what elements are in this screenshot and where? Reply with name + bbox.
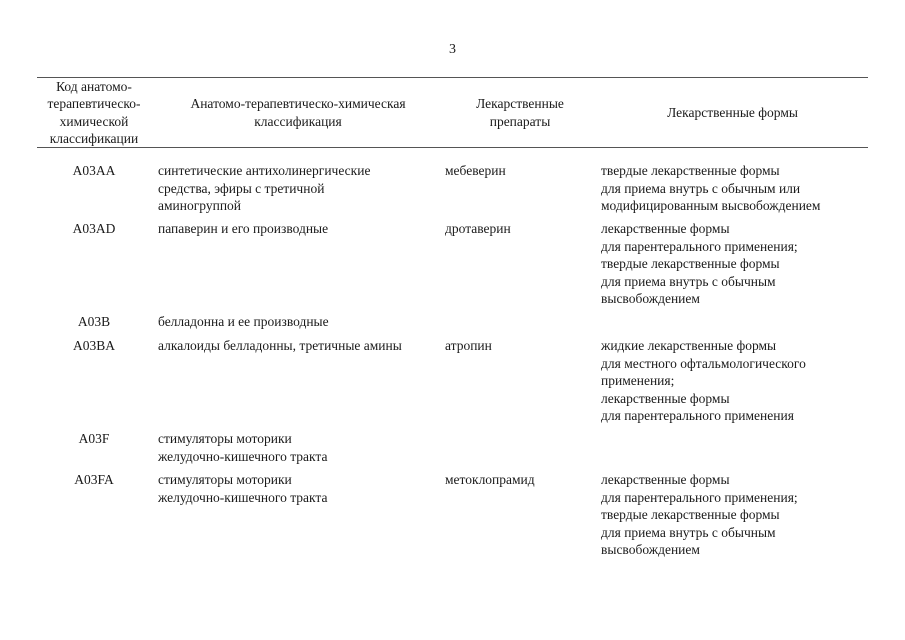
drug-name: дротаверин [445, 221, 511, 236]
atc-classification: папаверин и его производные [158, 221, 329, 236]
atc-code: A03AD [72, 221, 116, 236]
atc-code: A03B [77, 314, 111, 329]
header-forms: Лекарственные формы [667, 104, 798, 120]
drug-name: метоклопрамид [445, 472, 535, 487]
atc-classification: синтетические антихолинергические средства, эфиры с третичной аминогруппой [158, 163, 371, 213]
header-drugs: Лекарственные препараты [476, 96, 564, 129]
atc-code: A03FA [74, 472, 114, 487]
atc-code: A03AA [72, 163, 116, 178]
drug-name: атропин [445, 338, 492, 353]
atc-classification: стимуляторы моторики желудочно-кишечного тракта [158, 431, 328, 464]
atc-classification: стимуляторы моторики желудочно-кишечного тракта [158, 472, 328, 505]
dosage-forms: лекарственные формы для парентерального применения; твердые лекарственные формы для приема внутрь с обычным высвобождением [601, 472, 798, 557]
header-bottom-rule [37, 147, 868, 148]
dosage-forms: твердые лекарственные формы для приема внутрь с обычным или модифицированным высвобождением [601, 163, 821, 213]
header-classification: Анатомо-терапевтическо-химическая классификация [190, 96, 406, 129]
dosage-forms: жидкие лекарственные формы для местного офтальмологического применения; лекарственные формы для парентерального применения [601, 338, 806, 423]
atc-classification: белладонна и ее производные [158, 314, 329, 329]
atc-classification: алкалоиды белладонны, третичные амины [158, 338, 402, 353]
atc-code: A03BA [72, 338, 115, 353]
drug-name: мебеверин [445, 163, 506, 178]
header-code: Код анатомо- терапевтическо- химической классификации [47, 78, 141, 146]
dosage-forms: лекарственные формы для парентерального применения; твердые лекарственные формы для приема внутрь с обычным высвобождением [601, 221, 798, 306]
page-number: 3 [449, 42, 456, 57]
atc-code: A03F [78, 431, 110, 446]
